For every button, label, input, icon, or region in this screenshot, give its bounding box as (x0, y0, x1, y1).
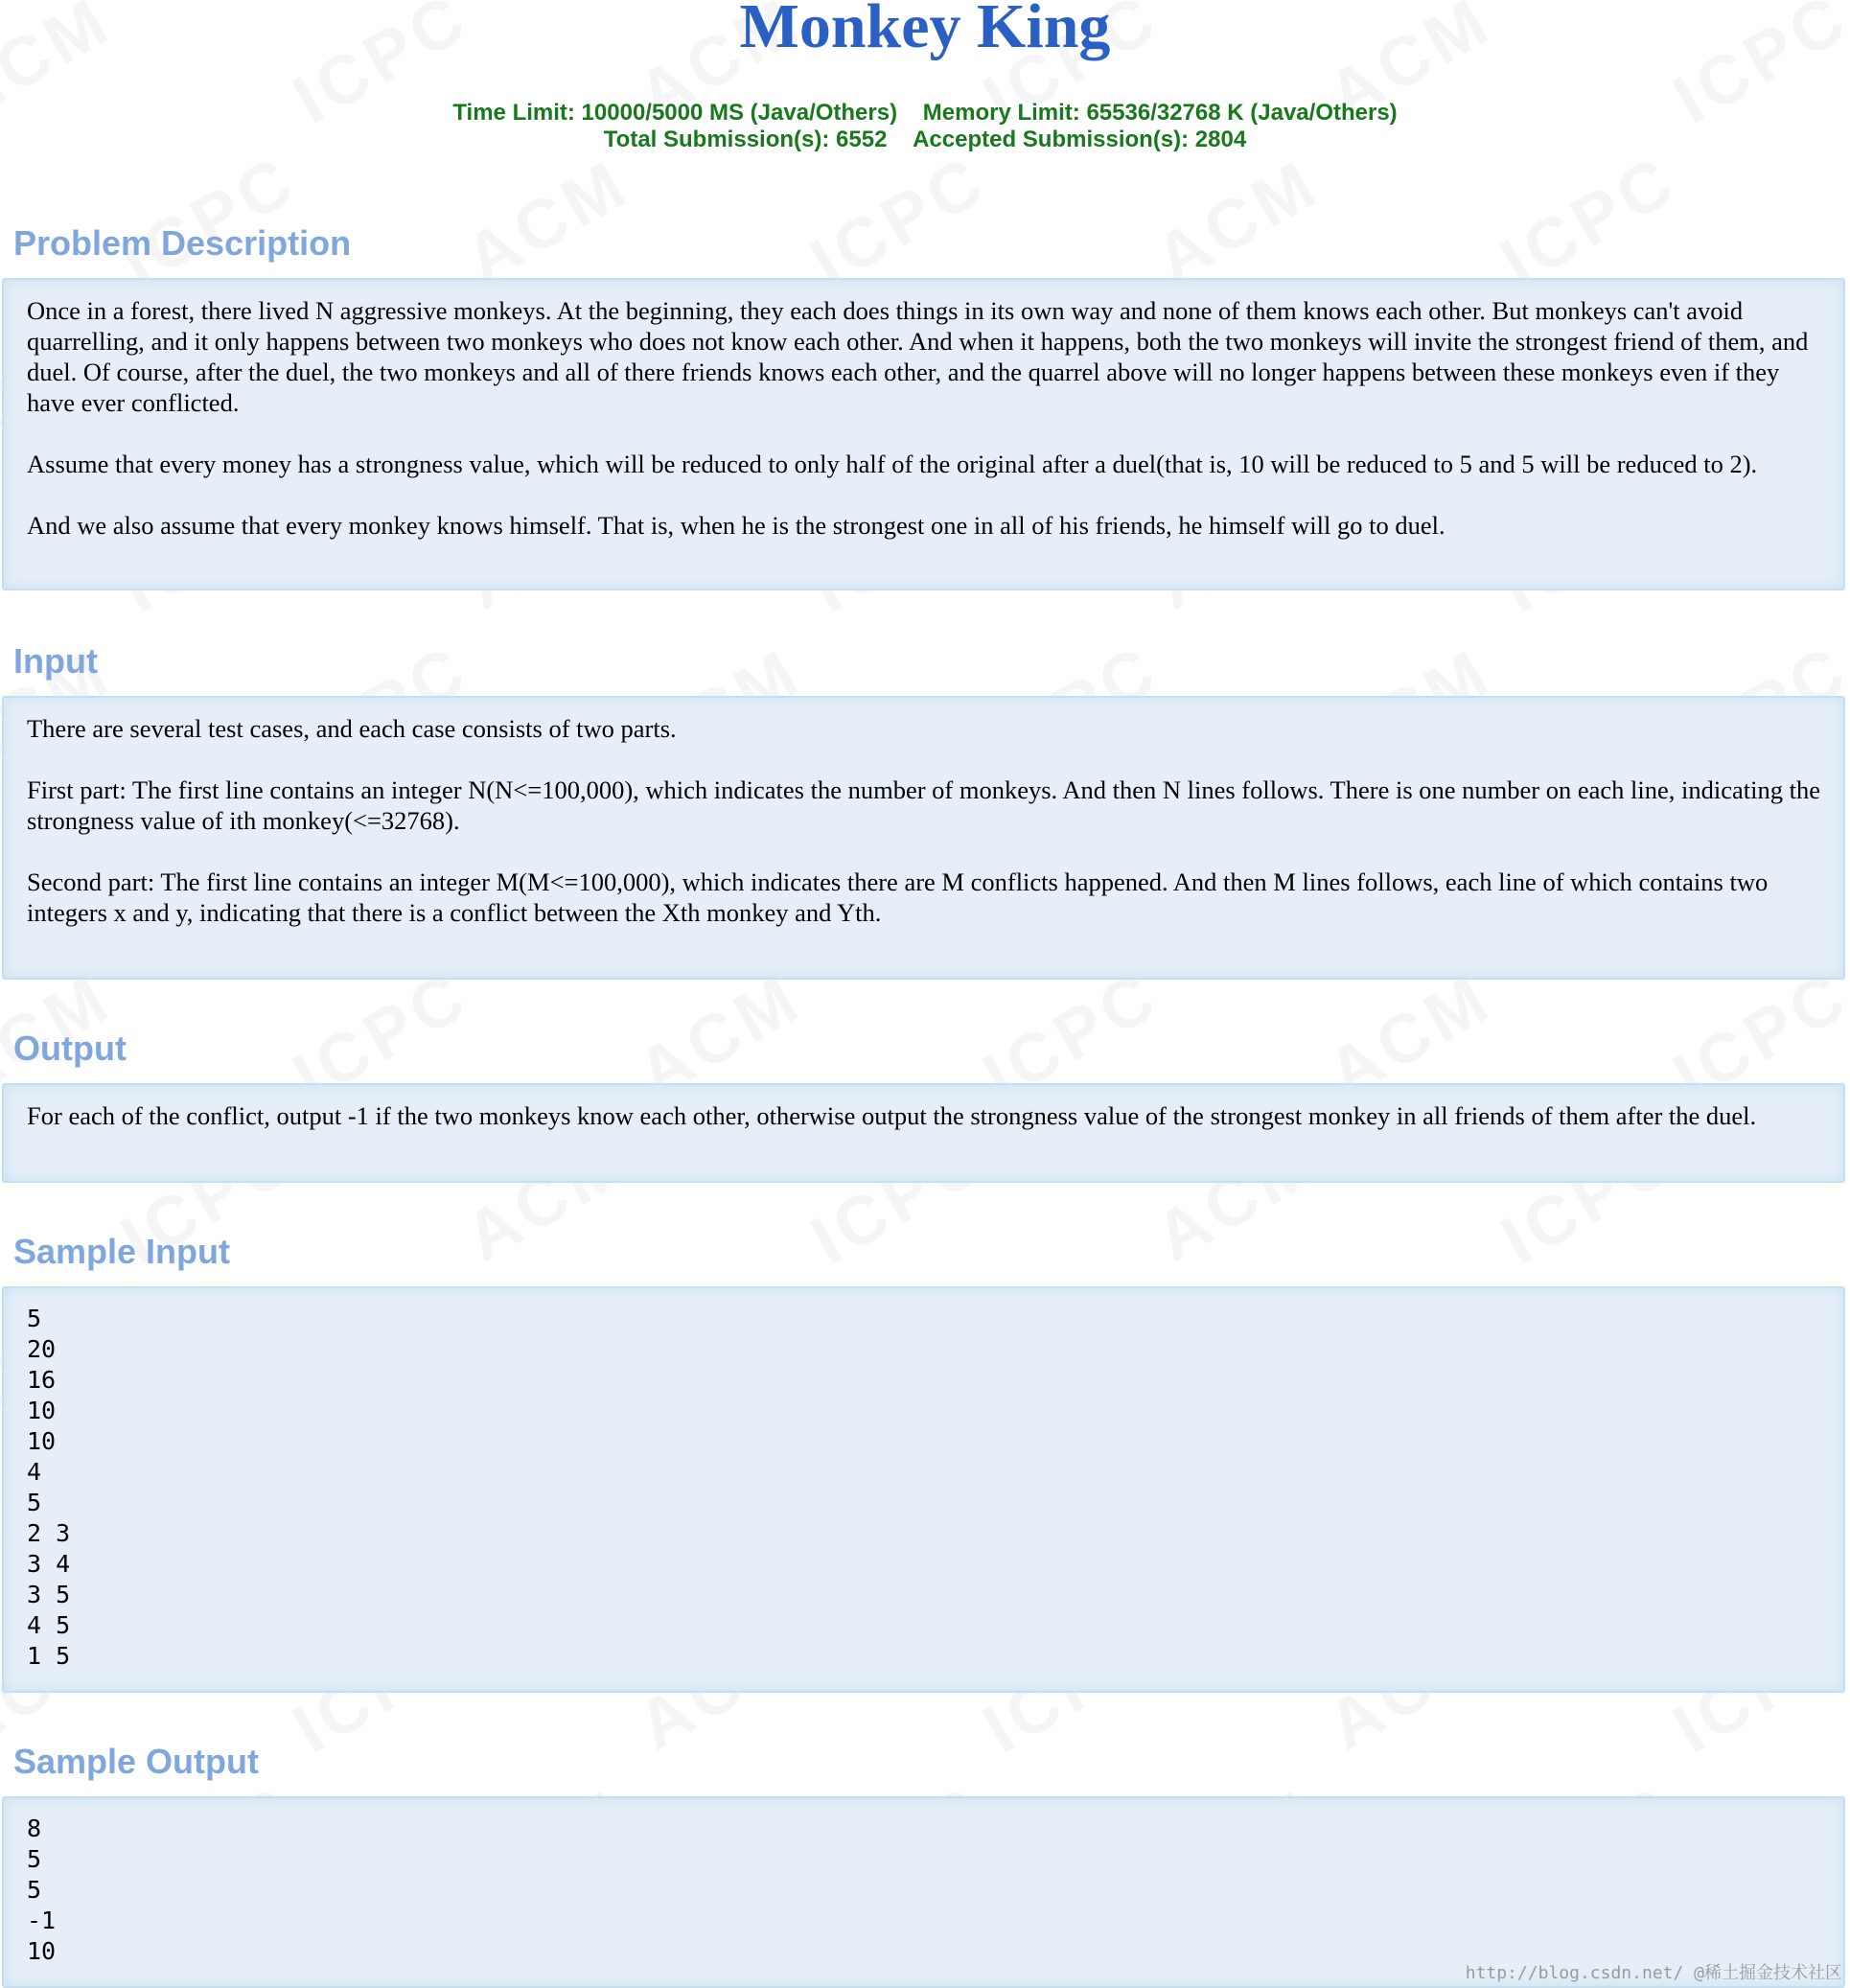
sample-input-panel (2, 1286, 1845, 1693)
description-paragraph: And we also assume that every monkey knows himself. That is, when he is the strongest one in all of his friends, he himself will go to duel. (27, 511, 1445, 540)
sample-input-code: 5 20 16 10 10 4 5 2 3 3 4 3 5 4 5 1 5 (27, 1305, 71, 1670)
memory-limit: Memory Limit: 65536/32768 K (Java/Others) (922, 100, 1398, 126)
input-panel (2, 696, 1845, 980)
background-watermark (1143, 144, 1333, 299)
time-limit: Time Limit: 10000/5000 MS (Java/Others) (452, 100, 898, 126)
total-submissions: Total Submission(s): 6552 (603, 127, 888, 152)
background-watermark (452, 144, 643, 299)
input-paragraph: Second part: The first line contains an integer M(M<=100,000), which indicates there are M conflicts happened. And then M lines follows, each line of which contains two integers x and y, indicating that there is a conflict between the Xth monkey and Yth. (27, 867, 1769, 927)
description-paragraph: Once in a forest, there lived N aggressive monkeys. At the beginning, they each does things in its own way and none of them knows each other. But monkeys can't avoid quarrelling, and it only happens between two monkeys who does not know each other. And when it happens, both the two monkeys will invite the strongest friend of them, and duel. Of course, after the duel, the two monkeys and all of there friends knows each other, and the quarrel above will no longer happens between these monkeys even if they have ever conflicted. (27, 296, 1809, 417)
input-paragraph: First part: The first line contains an integer N(N<=100,000), which indicates the number of monkeys. And then N lines follows. There is one number on each line, indicating the strongness value of ith monkey(<=32768). (27, 775, 1820, 835)
problem-description-panel (2, 278, 1845, 590)
sample-input-heading: Sample Input (13, 1232, 231, 1271)
output-paragraph: For each of the conflict, output -1 if the two monkeys know each other, otherwise output the strongness value of the strongest monkey in all friends of them after the duel. (27, 1101, 1757, 1130)
footer-watermark: http://blog.csdn.net/ @稀土掘金技术社区 (1465, 1963, 1842, 1983)
description-paragraph: Assume that every money has a strongness value, which will be reduced to only half of the original after a duel(that is, 10 will be reduced to 5 and 5 will be reduced to 2). (27, 450, 1758, 478)
output-heading: Output (13, 1029, 127, 1068)
sample-output-heading: Sample Output (13, 1742, 260, 1781)
problem-title: Monkey King (739, 0, 1111, 61)
background-watermark (1833, 144, 1850, 299)
sample-output-code: 8 5 5 -1 10 (27, 1815, 57, 1965)
input-heading: Input (13, 641, 98, 681)
limits-row-2 (0, 127, 1850, 153)
input-paragraph: There are several test cases, and each case consists of two parts. (27, 714, 677, 743)
problem-limits (0, 100, 1850, 153)
output-panel (2, 1083, 1845, 1183)
limits-row-1 (0, 100, 1850, 127)
accepted-submissions: Accepted Submission(s): 2804 (913, 127, 1247, 152)
problem-description-heading: Problem Description (13, 223, 352, 263)
